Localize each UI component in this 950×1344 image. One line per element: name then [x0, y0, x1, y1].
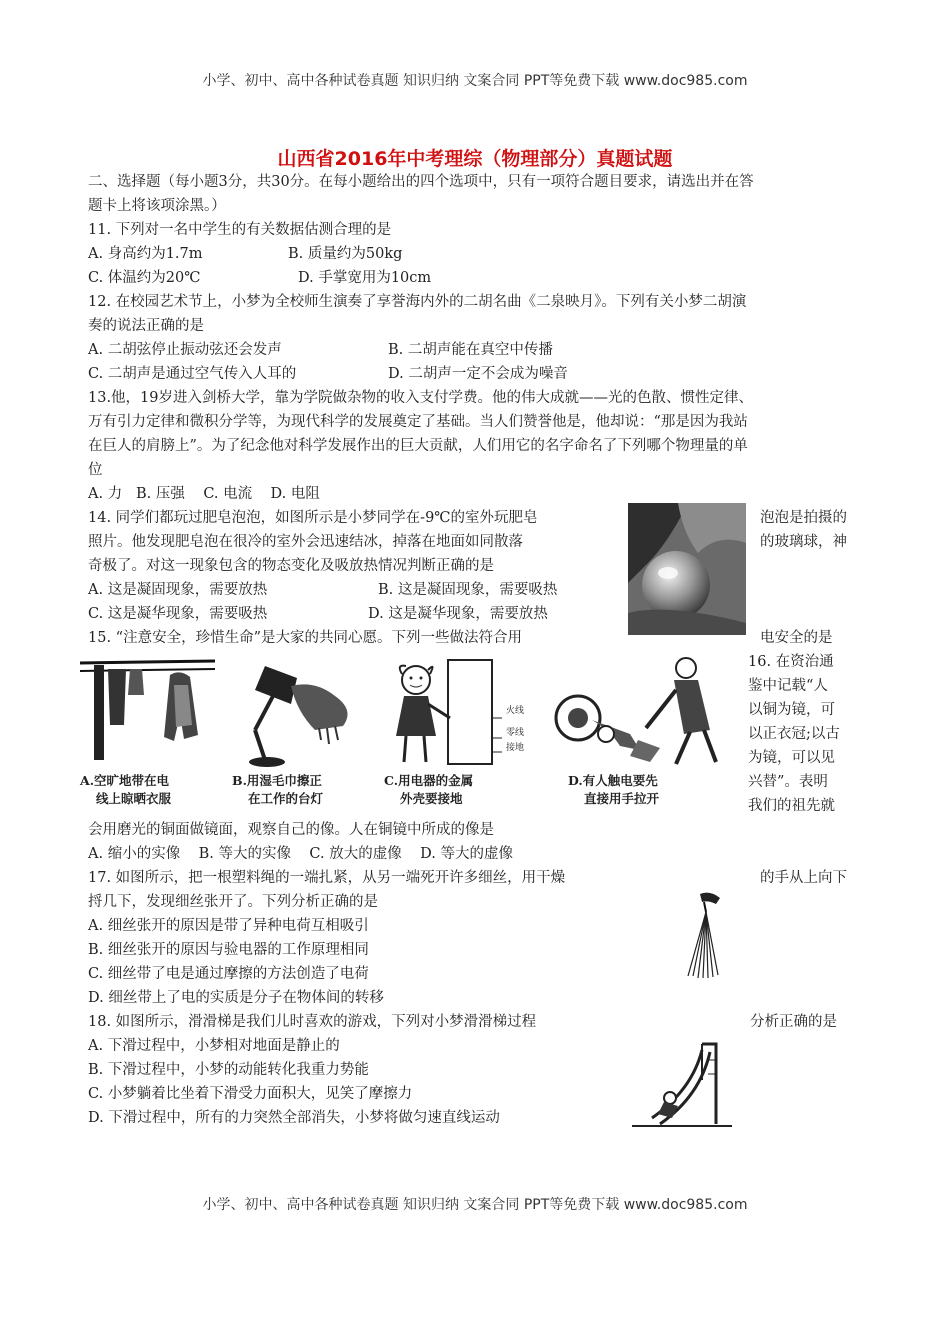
q16-side-3: 以铜为镜，可 — [748, 702, 835, 718]
section-instruction: 二、选择题（每小题3分，共30分。在每小题给出的四个选项中，只有一项符合题目要求，请选出并在答 — [88, 174, 754, 190]
q17-option-b: B. 细丝张开的原因与验电器的工作原理相同 — [88, 942, 369, 958]
q13-stem-3: 在巨人的肩膀上”。为了纪念他对科学发展作出的巨大贡献，人们用它的名字命名了下列哪个物理量的单 — [88, 438, 748, 454]
page-footer: 小学、初中、高中各种试卷真题 知识归纳 文案合同 PPT等免费下载 www.doc985.com — [202, 1197, 748, 1213]
q11-option-c: C. 体温约为20℃ — [88, 270, 201, 286]
caption-d-line2: 直接用手拉开 — [584, 791, 660, 806]
q13-options: A. 力 B. 压强 C. 电流 D. 电阻 — [88, 486, 320, 502]
label-ground-wire: 接地 — [506, 743, 525, 753]
q11-option-d: D. 手掌宽用为10cm — [298, 270, 432, 286]
q13-stem-4: 位 — [88, 462, 103, 478]
q16-side-4: 以正衣冠;以古 — [748, 726, 840, 742]
q14-stem-2: 照片。他发现肥皂泡在很冷的室外会迅速结冰，掉落在地面如同散落 — [88, 534, 523, 550]
q12-option-c: C. 二胡声是通过空气传入人耳的 — [88, 366, 297, 382]
q12-option-a: A. 二胡弦停止振动弦还会发声 — [88, 342, 282, 358]
caption-a-line2: 线上晾晒衣服 — [96, 791, 172, 806]
q16-side-1-text: 16. 在资治通 — [748, 654, 834, 670]
q11-option-b: B. 质量约为50kg — [288, 246, 403, 262]
q18-stem: 18. 如图所示，滑滑梯是我们儿时喜欢的游戏，下列对小梦滑滑梯过程 — [88, 1014, 537, 1030]
soap-bubble-photo — [628, 503, 746, 635]
q17-stem-right: 的手从上向下 — [760, 870, 847, 886]
q16-options: A. 缩小的实像 B. 等大的实像 C. 放大的虚像 D. 等大的虚像 — [88, 846, 513, 862]
q14-option-a: A. 这是凝固现象，需要放热 — [88, 582, 268, 598]
q18-option-c: C. 小梦躺着比坐着下滑受力面积大，见笑了摩擦力 — [88, 1086, 413, 1102]
q18-option-b: B. 下滑过程中，小梦的动能转化我重力势能 — [88, 1062, 369, 1078]
q18-option-a: A. 下滑过程中，小梦相对地面是静止的 — [88, 1038, 340, 1054]
label-neutral-wire: 零线 — [506, 728, 525, 738]
picture-b-lamp-towel — [235, 660, 365, 768]
q16-side-1 — [748, 652, 864, 672]
q13-stem: 13.他，19岁进入剑桥大学，靠为学院做杂物的收入支付学费。他的伟大成就——光的色散、惯性定律、 — [88, 390, 754, 406]
q14-option-c: C. 这是凝华现象，需要吸热 — [88, 606, 268, 622]
q11-stem: 11. 下列对一名中学生的有关数据估测合理的是 — [88, 222, 392, 238]
picture-a-clothes-on-wire — [80, 655, 215, 765]
caption-d-line1: D.有人触电要先 — [568, 773, 658, 788]
caption-c-line2: 外壳要接地 — [400, 791, 463, 806]
q17-option-c: C. 细丝带了电是通过摩擦的方法创造了电荷 — [88, 966, 369, 982]
page-title: 山西省2016年中考理综（物理部分）真题试题 — [277, 148, 673, 170]
q16-stem: 会用磨光的铜面做镜面，观察自己的像。人在铜镜中所成的像是 — [88, 822, 494, 838]
q12-stem: 12. 在校园艺术节上，小梦为全校师生演奏了享誉海内外的二胡名曲《二泉映月》。下列有关小梦二胡演 — [88, 294, 747, 310]
q12-option-d: D. 二胡声一定不会成为噪音 — [388, 366, 568, 382]
q14-stem-right: 泡泡是拍摄的 — [760, 510, 847, 526]
section-instruction-cont: 题卡上将该项涂黑。） — [88, 198, 226, 214]
caption-b-line1: B.用湿毛巾擦正 — [232, 773, 322, 788]
q16-side-6: 兴替”。表明 — [748, 774, 828, 790]
q17-option-d: D. 细丝带上了电的实质是分子在物体间的转移 — [88, 990, 384, 1006]
slide-figure — [632, 1040, 732, 1128]
caption-b-line2: 在工作的台灯 — [248, 791, 324, 806]
q16-side-7: 我们的祖先就 — [748, 798, 835, 814]
q15-stem: 15. “注意安全，珍惜生命”是大家的共同心愿。下列一些做法符合用 — [88, 630, 522, 646]
q12-option-b: B. 二胡声能在真空中传播 — [388, 342, 553, 358]
q17-option-a: A. 细丝张开的原因是带了异种电荷互相吸引 — [88, 918, 369, 934]
q18-stem-right: 分析正确的是 — [750, 1014, 837, 1030]
q15-stem-right: 电安全的是 — [760, 630, 833, 646]
q14-option-d: D. 这是凝华现象，需要放热 — [368, 606, 548, 622]
q14-stem-3: 奇极了。对这一现象包含的物态变化及吸放热情况判断正确的是 — [88, 558, 494, 574]
caption-c-line1: C.用电器的金属 — [384, 773, 474, 788]
q17-stem: 17. 如图所示，把一根塑料绳的一端扎紧，从另一端死开许多细丝，用干燥 — [88, 870, 566, 886]
q14-stem: 14. 同学们都玩过肥皂泡泡，如图所示是小梦同学在-9℃的室外玩肥皂 — [88, 510, 538, 526]
q14-option-b: B. 这是凝固现象，需要吸热 — [378, 582, 558, 598]
q16-side-2: 鉴中记载“人 — [748, 678, 828, 694]
q18-option-d: D. 下滑过程中，所有的力突然全部消失，小梦将做匀速直线运动 — [88, 1110, 500, 1126]
caption-a-line1: A.空旷地带在电 — [80, 773, 170, 788]
picture-d-shock-rescue — [550, 650, 730, 770]
q17-stem-2: 捋几下，发现细丝张开了。下列分析正确的是 — [88, 894, 378, 910]
label-live-wire: 火线 — [506, 706, 525, 716]
q11-option-a: A. 身高约为1.7m — [88, 246, 203, 262]
q14-stem-2-right: 的玻璃球，神 — [760, 534, 847, 550]
q16-side-5: 为镜，可以见 — [748, 750, 835, 766]
q12-stem-cont: 奏的说法正确的是 — [88, 318, 204, 334]
q13-stem-2: 万有引力定律和微积分学等，为现代科学的发展奠定了基础。当人们赞誉他是，他却说：“那是因为我站 — [88, 414, 748, 430]
page-header: 小学、初中、高中各种试卷真题 知识归纳 文案合同 PPT等免费下载 www.doc985.com — [202, 73, 748, 89]
plastic-string-figure — [680, 890, 730, 980]
